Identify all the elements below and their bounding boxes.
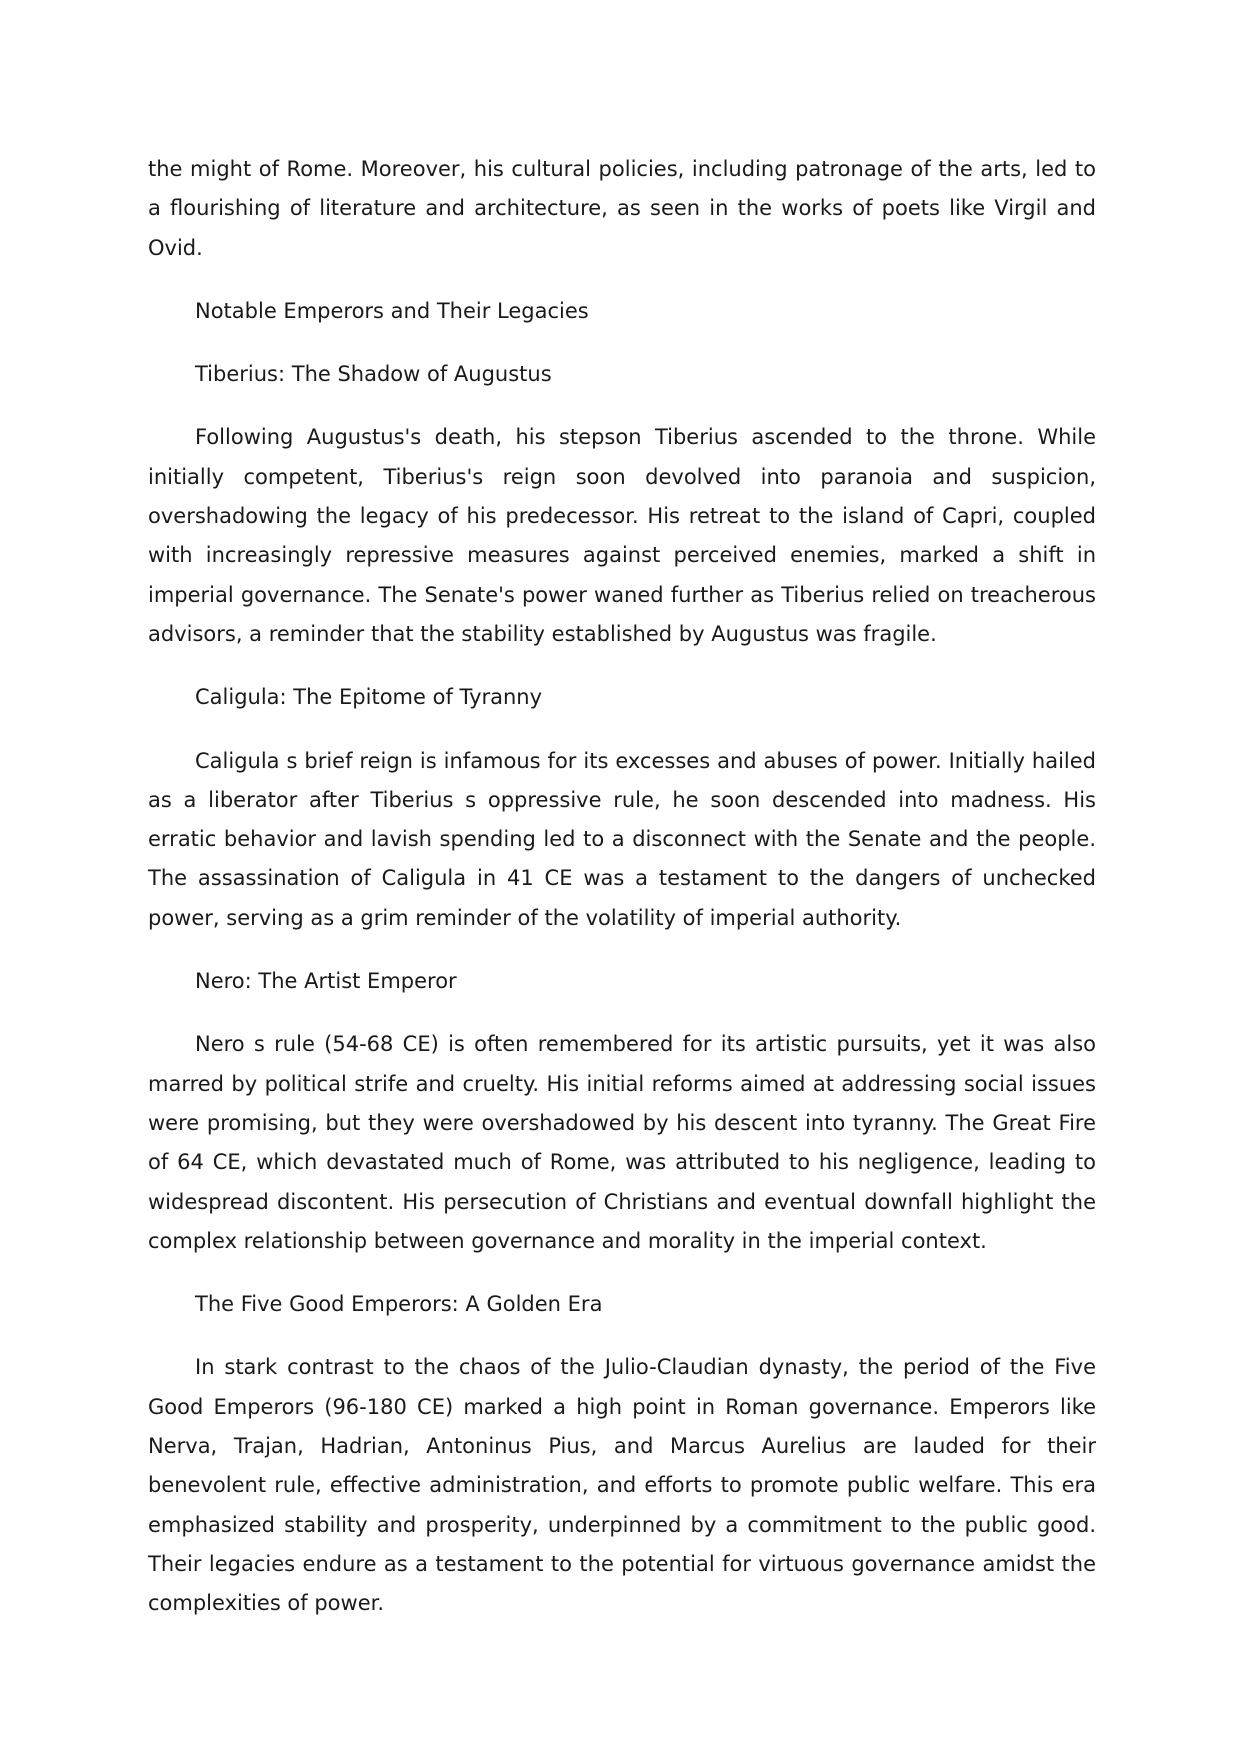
section-heading-tiberius: Tiberius: The Shadow of Augustus bbox=[195, 362, 552, 387]
paragraph-tiberius: Following Augustus's death, his stepson Tiberius ascended to the throne. While initially competent, Tiberius's reign soon devolved into paranoia and suspicion, overshadowing the legacy of his predecessor. His retreat to the island of Capri, coupled with increasingly repressive measures against perceived enemies, marked a shift in imperial governance. The Senate's power waned further as Tiberius relied on treacherous advisors, a reminder that the stability established by Augustus was fragile. bbox=[148, 425, 1096, 646]
paragraph-nero: Nero s rule (54-68 CE) is often remembered for its artistic pursuits, yet it was also marred by political strife and cruelty. His initial reforms aimed at addressing social issues were promising, but they were overshadowed by his descent into tyranny. The Great Fire of 64 CE, which devastated much of Rome, was attributed to his negligence, leading to widespread discontent. His persecution of Christians and eventual downfall highlight the complex relationship between governance and morality in the imperial context. bbox=[148, 1032, 1096, 1253]
document-body bbox=[148, 150, 1096, 1648]
section-heading-caligula: Caligula: The Epitome of Tyranny bbox=[195, 685, 543, 710]
paragraph-augustus-continued: the might of Rome. Moreover, his cultural policies, including patronage of the arts, led to a flourishing of literature and architecture, as seen in the works of poets like Virgil and Ovid. bbox=[148, 157, 1096, 260]
section-heading-nero: Nero: The Artist Emperor bbox=[195, 969, 457, 994]
paragraph-five-good-emperors: In stark contrast to the chaos of the Julio-Claudian dynasty, the period of the Five Good Emperors (96-180 CE) marked a high point in Roman governance. Emperors like Nerva, Trajan, Hadrian, Antoninus Pius, and Marcus Aurelius are lauded for their benevolent rule, effective administration, and efforts to promote public welfare. This era emphasized stability and prosperity, underpinned by a commitment to the public good. Their legacies endure as a testament to the potential for virtuous governance amidst the complexities of power. bbox=[148, 1355, 1096, 1616]
section-heading-five-good-emperors: The Five Good Emperors: A Golden Era bbox=[195, 1292, 603, 1317]
paragraph-caligula: Caligula s brief reign is infamous for its excesses and abuses of power. Initially hailed as a liberator after Tiberius s oppressive rule, he soon descended into madness. His erratic behavior and lavish spending led to a disconnect with the Senate and the people. The assassination of Caligula in 41 CE was a testament to the dangers of unchecked power, serving as a grim reminder of the volatility of imperial authority. bbox=[148, 748, 1096, 930]
section-heading-notable-emperors: Notable Emperors and Their Legacies bbox=[195, 298, 589, 323]
